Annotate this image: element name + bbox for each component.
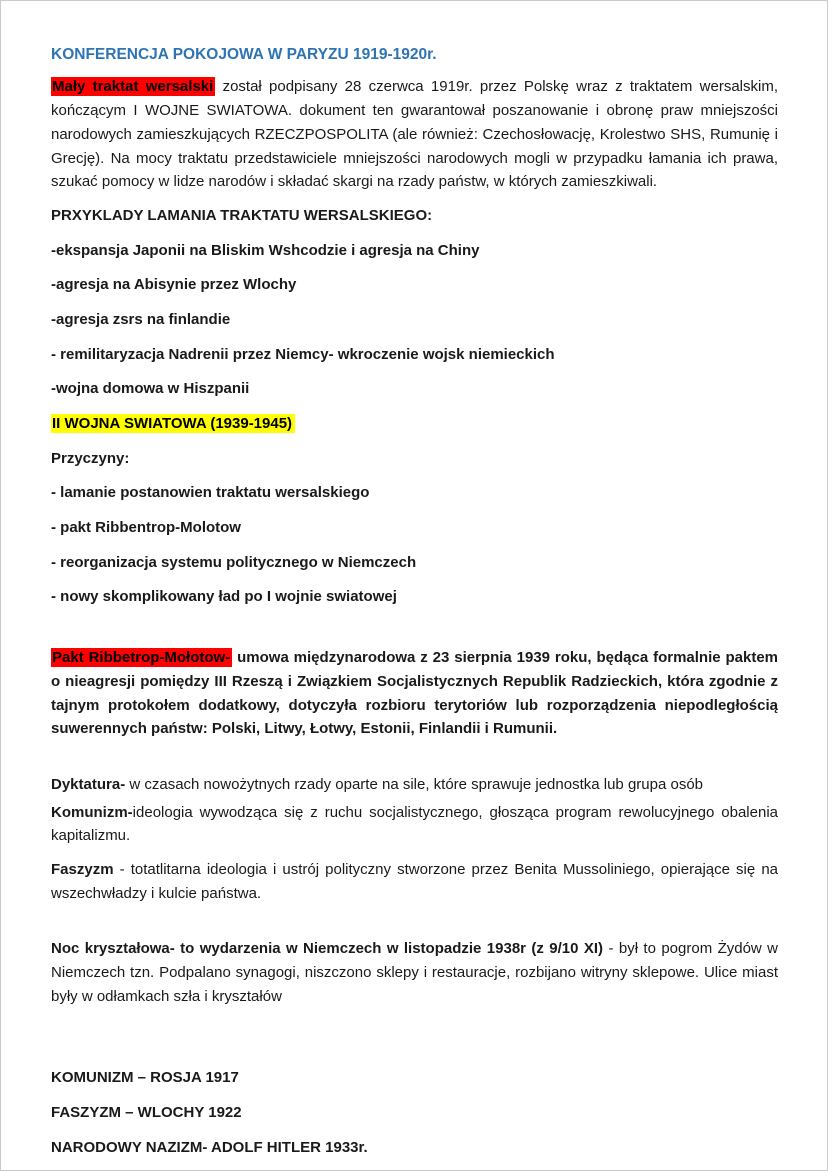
document-content	[1, 1, 827, 1159]
paragraph-pact	[51, 646, 778, 741]
paragraph-dyktatura	[51, 773, 778, 797]
blank-line	[51, 915, 778, 937]
paragraph-komunizm	[51, 801, 778, 848]
komunizm-term: Komunizm-	[51, 803, 133, 821]
dyktatura-term: Dyktatura-	[51, 775, 126, 793]
causes-heading: Przyczyny:	[51, 449, 130, 467]
blank-line	[51, 751, 778, 773]
violation-item: -ekspansja Japonii na Bliskim Wshcodzie i agresja na Chiny	[51, 241, 480, 259]
violation-item: - remilitaryzacja Nadrenii przez Niemcy- wkroczenie wojsk niemieckich	[51, 345, 555, 363]
highlight-pact-term: Pakt Ribbetrop-Mołotow-	[52, 649, 231, 667]
kristallnacht-text: - był to pogrom Żydów w Niemczech tzn. Podpalano synagogi, niszczono sklepy i restauracje, rozbijano witryny sklepowe. Ulice miast były w odłamkach szła i kryształów	[51, 940, 778, 1005]
ww2-heading-highlight: II WOJNA SWIATOWA (1939-1945)	[51, 414, 295, 433]
timeline-item: FASZYZM – WLOCHY 1922	[51, 1104, 242, 1122]
cause-item: - nowy skomplikowany ład po I wojnie swiatowej	[51, 588, 397, 606]
little-treaty-text: został podpisany 28 czerwca 1919r. przez Polskę wraz z traktatem wersalskim, kończącym I WOJNE SWIATOWA. dokument ten gwarantował poszanowanie i obronę praw mniejszości narodowych zamieszkujących RZECZPOSPOLITA (ale również: Czechosłowację, Krolestwo SHS, Rumunię i Grecję). Na mocy traktatu przedstawiciele mniejszości narodowych mogli w przypadku łamania ich prawa, szukać pomocy w lidze narodów i składać skargi na rzady państw, w których zamieszkiwali.	[51, 78, 778, 191]
paragraph-kristallnacht	[51, 937, 778, 1008]
violation-item: -wojna domowa w Hiszpanii	[51, 380, 250, 398]
faszyzm-text: - totatlitarna ideologia i ustrój polityczny stworzone przez Benita Mussoliniego, opierające się na wszechwładzy i kulcie państwa.	[51, 860, 778, 902]
paragraph-little-treaty	[51, 75, 778, 193]
dyktatura-text: w czasach nowożytnych rzady oparte na sile, które sprawuje jednostka lub grupa osób	[125, 775, 704, 793]
komunizm-text: ideologia wywodząca się z ruchu socjalistycznego, głosząca program rewolucyjnego obalenia kapitalizmu.	[51, 803, 778, 845]
document-title: KONFERENCJA POKOJOWA W PARYZU 1919-1920r.	[51, 46, 437, 63]
faszyzm-term: Faszyzm	[51, 860, 114, 878]
highlight-little-treaty-term: Mały traktat wersalski	[52, 78, 214, 96]
blank-lines	[51, 1018, 778, 1066]
violation-item: -agresja zsrs na finlandie	[51, 310, 231, 328]
cause-item: - lamanie postanowien traktatu wersalskiego	[51, 484, 370, 502]
pact-text: umowa międzynarodowa z 23 sierpnia 1939 roku, będąca formalnie paktem o nieagresji pomiędzy III Rzeszą i Związkiem Socjalistycznych Republik Radzieckich, która zgodnie z tajnym protokołem dodatkowy, dotyczyła rozbioru terytoriów lub rozporządzenia niepodległością suwerennych państw: Polski, Litwy, Łotwy, Estonii, Finlandii i Rumunii.	[51, 649, 778, 738]
paragraph-faszyzm	[51, 858, 778, 905]
kristallnacht-term: Noc kryształowa- to wydarzenia w Niemczech w listopadzie 1938r (z 9/10 XI)	[51, 940, 604, 958]
violations-heading: PRXYKLADY LAMANIA TRAKTATU WERSALSKIEGO:	[51, 206, 433, 224]
ww2-heading	[51, 412, 778, 436]
timeline-item: KOMUNIZM – ROSJA 1917	[51, 1069, 239, 1087]
violation-item: -agresja na Abisynie przez Wlochy	[51, 276, 297, 294]
cause-item: - pakt Ribbentrop-Molotow	[51, 519, 241, 537]
cause-item: - reorganizacja systemu politycznego w Niemczech	[51, 553, 417, 571]
timeline-item: NARODOWY NAZIZM- ADOLF HITLER 1933r.	[51, 1138, 368, 1156]
blank-line	[51, 620, 778, 646]
